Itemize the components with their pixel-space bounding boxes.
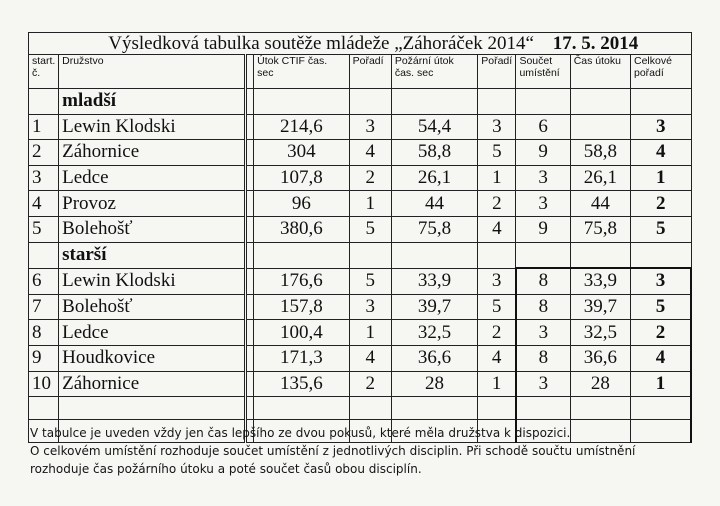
- overall-rank: 5: [631, 294, 692, 320]
- empty-cell: [349, 89, 391, 115]
- team-name: Ledce: [59, 320, 246, 346]
- sum-places: 9: [516, 140, 570, 166]
- ctif-order: 2: [349, 371, 391, 397]
- ctif-time: 304: [254, 140, 349, 166]
- ctif-order: 4: [349, 140, 391, 166]
- title-cell: [29, 33, 692, 55]
- start-number: 1: [29, 114, 59, 140]
- fire-attack-order: 3: [478, 268, 516, 294]
- ctif-time: 135,6: [254, 371, 349, 397]
- team-name: Provoz: [59, 191, 246, 217]
- ctif-time: 100,4: [254, 320, 349, 346]
- fire-attack-order: 3: [478, 114, 516, 140]
- header-row: [29, 55, 692, 89]
- attack-time: 32,5: [570, 320, 630, 346]
- ctif-order: 5: [349, 216, 391, 242]
- team-name: Houdkovice: [59, 345, 246, 371]
- start-number: 2: [29, 140, 59, 166]
- spacer-cell: [246, 89, 254, 115]
- fire-attack-time: 32,5: [391, 320, 477, 346]
- header-order2: Pořadí: [478, 55, 516, 89]
- team-name: Lewin Klodski: [59, 114, 246, 140]
- team-name: Bolehošť: [59, 216, 246, 242]
- ctif-time: 157,8: [254, 294, 349, 320]
- empty-cell: [349, 242, 391, 268]
- sum-places: 6: [516, 114, 570, 140]
- table-row: [29, 294, 692, 320]
- team-name: Bolehošť: [59, 294, 246, 320]
- table-row: [29, 114, 692, 140]
- sum-places: 3: [516, 320, 570, 346]
- ctif-order: 1: [349, 191, 391, 217]
- ctif-time: 96: [254, 191, 349, 217]
- attack-time: 26,1: [570, 165, 630, 191]
- start-number: 7: [29, 294, 59, 320]
- fire-attack-time: 26,1: [391, 165, 477, 191]
- spacer-cell: [246, 242, 254, 268]
- title-row: [29, 33, 692, 55]
- overall-rank: 2: [631, 191, 692, 217]
- empty-cell: [631, 397, 692, 420]
- header-fire-attack: Požární útok čas. sec: [391, 55, 477, 89]
- header-sum-places: Součet umístění: [516, 55, 570, 89]
- empty-cell: [478, 89, 516, 115]
- fire-attack-time: 75,8: [391, 216, 477, 242]
- empty-cell: [570, 397, 630, 420]
- fire-attack-time: 58,8: [391, 140, 477, 166]
- table-row: [29, 191, 692, 217]
- ctif-order: 2: [349, 165, 391, 191]
- fire-attack-time: 54,4: [391, 114, 477, 140]
- ctif-order: 5: [349, 268, 391, 294]
- fire-attack-order: 5: [478, 140, 516, 166]
- sum-places: 3: [516, 191, 570, 217]
- ctif-time: 214,6: [254, 114, 349, 140]
- fire-attack-order: 2: [478, 191, 516, 217]
- attack-time: 33,9: [570, 268, 630, 294]
- team-name: Záhornice: [59, 140, 246, 166]
- ctif-order: 4: [349, 345, 391, 371]
- empty-cell: [254, 242, 349, 268]
- spacer-cell: [246, 371, 254, 397]
- empty-cell: [246, 397, 254, 420]
- table-row: [29, 140, 692, 166]
- header-attack-time: Čas útoku: [570, 55, 630, 89]
- empty-cell: [631, 242, 692, 268]
- section-label: mladší: [59, 89, 246, 115]
- empty-cell: [391, 397, 477, 420]
- empty-cell: [391, 89, 477, 115]
- table-row: [29, 268, 692, 294]
- fire-attack-time: 44: [391, 191, 477, 217]
- section-start-cell: [29, 89, 59, 115]
- table-row: [29, 165, 692, 191]
- header-overall: Celkové pořadí: [631, 55, 692, 89]
- section-row: [29, 89, 692, 115]
- overall-rank: 3: [631, 268, 692, 294]
- team-name: Záhornice: [59, 371, 246, 397]
- ctif-time: 171,3: [254, 345, 349, 371]
- table-row: [29, 345, 692, 371]
- start-number: 8: [29, 320, 59, 346]
- empty-cell: [478, 397, 516, 420]
- empty-cell: [29, 397, 59, 420]
- overall-rank: 4: [631, 345, 692, 371]
- overall-rank: 5: [631, 216, 692, 242]
- overall-rank: 1: [631, 165, 692, 191]
- start-number: 3: [29, 165, 59, 191]
- start-number: 6: [29, 268, 59, 294]
- team-name: Lewin Klodski: [59, 268, 246, 294]
- empty-cell: [516, 397, 570, 420]
- empty-cell: [516, 242, 570, 268]
- section-start-cell: [29, 242, 59, 268]
- sum-places: 8: [516, 345, 570, 371]
- section-label: starší: [59, 242, 246, 268]
- attack-time: 58,8: [570, 140, 630, 166]
- start-number: 9: [29, 345, 59, 371]
- empty-cell: [516, 89, 570, 115]
- ctif-time: 107,8: [254, 165, 349, 191]
- sum-places: 3: [516, 165, 570, 191]
- ctif-order: 3: [349, 294, 391, 320]
- empty-cell: [254, 397, 349, 420]
- spacer-cell: [246, 294, 254, 320]
- ctif-order: 1: [349, 320, 391, 346]
- header-ctif: Útok CTIF čas. sec: [254, 55, 349, 89]
- attack-time: 75,8: [570, 216, 630, 242]
- spacer-cell: [246, 114, 254, 140]
- fire-attack-order: 4: [478, 216, 516, 242]
- blank-row: [29, 397, 692, 420]
- spacer-cell: [246, 268, 254, 294]
- event-date: 17. 5. 2014: [552, 32, 639, 54]
- start-number: 5: [29, 216, 59, 242]
- attack-time: 44: [570, 191, 630, 217]
- fire-attack-order: 5: [478, 294, 516, 320]
- spacer-cell: [246, 345, 254, 371]
- note-line: rozhoduje čas požárního útoku a poté součet časů obou disciplín.: [30, 462, 422, 476]
- table-row: [29, 320, 692, 346]
- fire-attack-time: 39,7: [391, 294, 477, 320]
- spacer-cell: [246, 140, 254, 166]
- attack-time: 36,6: [570, 345, 630, 371]
- fire-attack-time: 28: [391, 371, 477, 397]
- header-team: Družstvo: [59, 55, 246, 89]
- overall-rank: 2: [631, 320, 692, 346]
- note-line: V tabulce je uveden vždy jen čas lepšího ze dvou pokusů, které měla družstva k dispozici.: [30, 426, 571, 440]
- spacer-cell: [246, 191, 254, 217]
- empty-cell: [570, 242, 630, 268]
- fire-attack-time: 36,6: [391, 345, 477, 371]
- start-number: 4: [29, 191, 59, 217]
- spacer-cell: [246, 216, 254, 242]
- overall-rank: 3: [631, 114, 692, 140]
- sum-places: 8: [516, 294, 570, 320]
- ctif-time: 380,6: [254, 216, 349, 242]
- ctif-order: 3: [349, 114, 391, 140]
- fire-attack-time: 33,9: [391, 268, 477, 294]
- header-start: start. č.: [29, 55, 59, 89]
- empty-cell: [631, 89, 692, 115]
- header-order1: Pořadí: [349, 55, 391, 89]
- table-row: [29, 371, 692, 397]
- spacer-cell: [246, 320, 254, 346]
- attack-time: 39,7: [570, 294, 630, 320]
- attack-time: [570, 114, 630, 140]
- sum-places: 3: [516, 371, 570, 397]
- empty-cell: [59, 397, 246, 420]
- fire-attack-order: 1: [478, 371, 516, 397]
- spacer-cell: [246, 165, 254, 191]
- overall-rank: 4: [631, 140, 692, 166]
- team-name: Ledce: [59, 165, 246, 191]
- empty-cell: [349, 397, 391, 420]
- fire-attack-order: 4: [478, 345, 516, 371]
- empty-cell: [254, 89, 349, 115]
- empty-cell: [478, 242, 516, 268]
- attack-time: 28: [570, 371, 630, 397]
- start-number: 10: [29, 371, 59, 397]
- footnote: [30, 424, 690, 478]
- fire-attack-order: 2: [478, 320, 516, 346]
- table-row: [29, 216, 692, 242]
- overall-rank: 1: [631, 371, 692, 397]
- section-row: [29, 242, 692, 268]
- fire-attack-order: 1: [478, 165, 516, 191]
- ctif-time: 176,6: [254, 268, 349, 294]
- empty-cell: [570, 89, 630, 115]
- page-title: Výsledková tabulka soutěže mládeže „Záhoráček 2014“: [108, 32, 534, 54]
- header-spacer: [246, 55, 254, 89]
- sum-places: 8: [516, 268, 570, 294]
- results-table: [28, 32, 692, 443]
- empty-cell: [391, 242, 477, 268]
- note-line: O celkovém umístění rozhoduje součet umístění z jednotlivých disciplin. Při schodě součtu umístnění: [30, 444, 636, 458]
- sum-places: 9: [516, 216, 570, 242]
